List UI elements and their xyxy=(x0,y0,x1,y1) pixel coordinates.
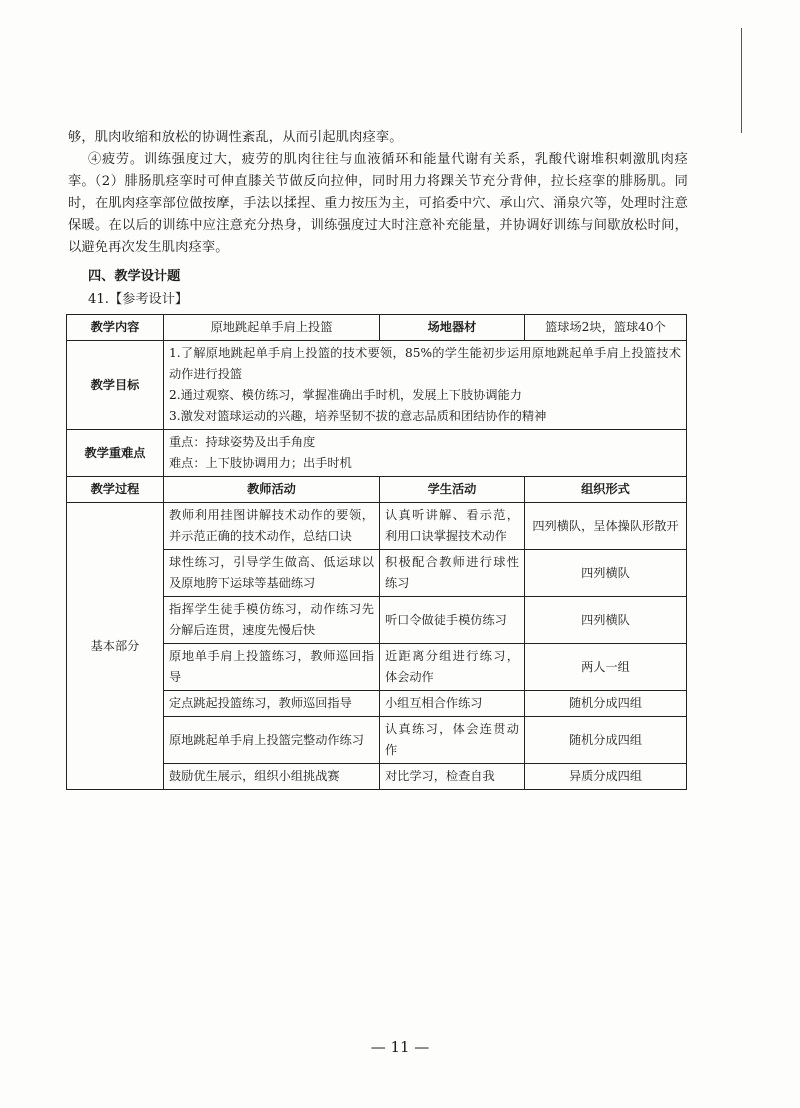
student-activity: 对比学习，检查自我 xyxy=(380,764,525,790)
part-label: 基本部分 xyxy=(67,503,164,790)
table-row xyxy=(67,477,687,503)
teacher-activity: 定点跳起投篮练习，教师巡回指导 xyxy=(164,691,380,717)
student-activity: 认真练习，体会连贯动作 xyxy=(380,717,525,764)
paragraph-cause-4: ④疲劳。训练强度过大，疲劳的肌肉往往与血液循环和能量代谢有关系，乳酸代谢堆积刺激肌肉痉挛。 xyxy=(68,152,688,189)
organization-form: 四列横队 xyxy=(525,597,687,644)
teacher-activity: 鼓励优生展示，组织小组挑战赛 xyxy=(164,764,380,790)
teacher-activity: 原地单手肩上投篮练习，教师巡回指导 xyxy=(164,644,380,691)
student-activity: 小组互相合作练习 xyxy=(380,691,525,717)
header-teacher: 教师活动 xyxy=(164,477,380,503)
paragraph-treatment: （2）腓肠肌痉挛时可伸直膝关节做反向拉伸，同时用力将踝关节充分背伸，拉长痉挛的腓肠肌。同时，在肌肉痉挛部位做按摩，手法以揉捏、重力按压为主，可掐委中穴、承山穴、涌泉穴等，处理时注意保暖。在以后的训练中应注意充分热身，训练强度过大时注意补充能量，并协调好训练与间歇放松时间，以避免再次发生肌肉痉挛。 xyxy=(68,174,688,255)
organization-form: 异质分成四组 xyxy=(525,764,687,790)
organization-form: 四列横队 xyxy=(525,550,687,597)
table-row xyxy=(67,503,687,550)
key-point-item: 重点：持球姿势及出手角度 xyxy=(169,435,316,449)
organization-form: 随机分成四组 xyxy=(525,717,687,764)
student-activity: 认真听讲解、看示范，利用口诀掌握技术动作 xyxy=(380,503,525,550)
student-activity: 听口令做徒手模仿练习 xyxy=(380,597,525,644)
teacher-activity: 球性练习，引导学生做高、低运球以及原地胯下运球等基础练习 xyxy=(164,550,380,597)
teaching-design-table xyxy=(66,314,687,790)
teacher-activity: 原地跳起单手肩上投篮完整动作练习 xyxy=(164,717,380,764)
organization-form: 两人一组 xyxy=(525,644,687,691)
table-row xyxy=(67,341,687,430)
paragraph-cause-3: 够，肌肉收缩和放松的协调性紊乱，从而引起肌肉痉挛。 xyxy=(68,130,403,145)
key-point-item: 难点：上下肢协调用力；出手时机 xyxy=(169,456,352,470)
student-activity: 积极配合教师进行球性练习 xyxy=(380,550,525,597)
student-activity: 近距离分组进行练习，体会动作 xyxy=(380,644,525,691)
goal-item: 1.了解原地跳起单手肩上投篮的技术要领，85%的学生能初步运用原地跳起单手肩上投篮技术动作进行投篮 xyxy=(169,346,681,381)
teacher-activity: 教师利用挂图讲解技术动作的要领，并示范正确的技术动作，总结口诀 xyxy=(164,503,380,550)
organization-form: 四列横队，呈体操队形散开 xyxy=(525,503,687,550)
header-goals: 教学目标 xyxy=(67,341,164,430)
organization-form: 随机分成四组 xyxy=(525,691,687,717)
section-heading: 四、教学设计题 xyxy=(88,269,181,284)
table-row xyxy=(67,315,687,341)
content-value: 原地跳起单手肩上投篮 xyxy=(164,315,380,341)
goal-item: 2.通过观察、模仿练习，掌握准确出手时机，发展上下肢协调能力 xyxy=(169,388,522,402)
header-form: 组织形式 xyxy=(525,477,687,503)
goals-cell xyxy=(164,341,687,430)
header-key-points: 教学重难点 xyxy=(67,430,164,477)
table-row xyxy=(67,430,687,477)
teacher-activity: 指挥学生徒手模仿练习，动作练习先分解后连贯，速度先慢后快 xyxy=(164,597,380,644)
equipment-value: 篮球场2块，篮球40个 xyxy=(525,315,687,341)
header-student: 学生活动 xyxy=(380,477,525,503)
key-points-cell xyxy=(164,430,687,477)
header-equipment: 场地器材 xyxy=(380,315,525,341)
header-content: 教学内容 xyxy=(67,315,164,341)
header-process: 教学过程 xyxy=(67,477,164,503)
page-number: — 11 — xyxy=(370,1038,430,1056)
question-label: 41.【参考设计】 xyxy=(88,292,189,307)
page-edge-rule xyxy=(741,28,742,133)
goal-item: 3.激发对篮球运动的兴趣，培养坚韧不拔的意志品质和团结协作的精神 xyxy=(169,409,547,423)
